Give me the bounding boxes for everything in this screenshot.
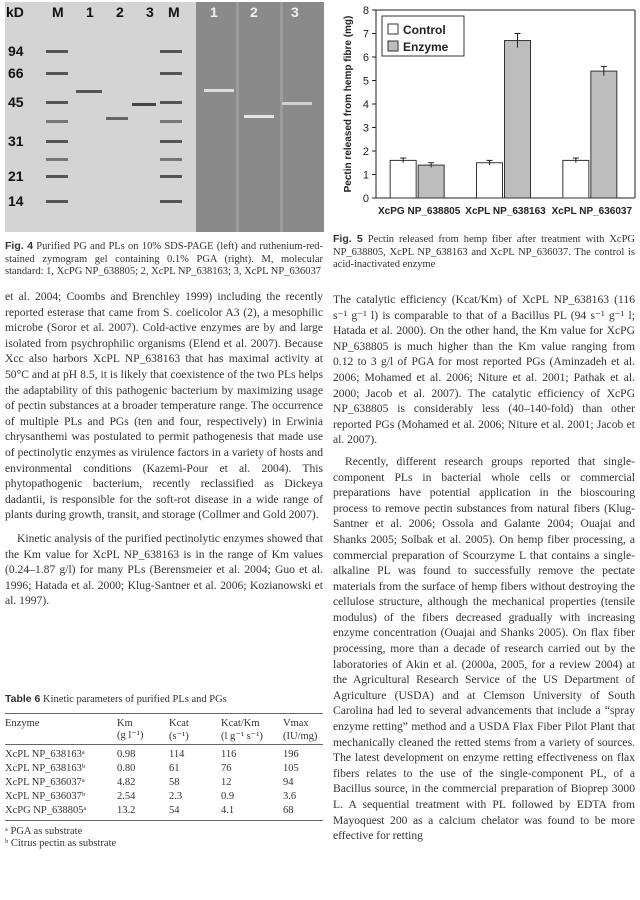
table-cell: 196 (283, 748, 299, 760)
lane-label-3-left: 3 (146, 4, 154, 20)
table-cell: XcPG NP_638805ᵃ (5, 804, 87, 816)
gel-band (160, 120, 182, 123)
lane-label-2-left: 2 (116, 4, 124, 20)
y-tick-label: 5 (362, 75, 369, 88)
paragraph: Recently, different research groups reported that single-component PLs in bacterial whole cells or commercial preparations have potential application in the bioscouring process to remove pectin substances from natural fibers (Klug-Santner et al. 2006; Ossola and Galante 2004; Ouajai and Shanks 2005; Solbak et al. 2005). On hemp fiber processing, a commercial preparation of Scourzyme L that contains a single-alkaline PL was found to successfully remove the pectate materials from the surface of hemp fibers without destroying the cellulose structure, although the mechanical properties (tensile modulus) of the fibers decreased gradually with increasing enzyme concentration (Ouajai and Shanks 2005). On flax fiber processing, more than a decade of research carried out by the laboratories of Akin et al. (2000a, 2005, for a review 2004) at the Agricultural Research Service of the US Department of Agriculture (USDA) and at Clemson University of South Carolina had led to several advancements that include a “spray enzyme retting” method and a USDA Flax Fiber Pilot Plant that mechanically cleaned the retted stems from a variety of sources. The latest development on enzyme retting effectiveness on flax fibers relates to the use of the single-component PL, of a Bacillus source, in the commercial preparation of Bioprep 3000 L. A sequential treatment with PL followed by EDTA from Mayoquest 200 as a calcium chelator was found to be more effective for retting (333, 454, 635, 843)
table-cell: 4.82 (117, 776, 136, 788)
header-vmax: Vmax (283, 717, 309, 729)
gel-band (76, 90, 102, 93)
header-kcat: Kcat (169, 717, 189, 729)
unit-kcat: (s⁻¹) (169, 731, 189, 742)
unit-km: (g l⁻¹) (117, 729, 144, 741)
table-cell: 12 (221, 776, 232, 788)
gel-band (160, 72, 182, 75)
gel-band (46, 200, 68, 203)
marker-label-21: 21 (8, 168, 24, 184)
y-tick-label: 3 (362, 122, 369, 135)
lane-label-1-left: 1 (86, 4, 94, 20)
legend-swatch (388, 41, 398, 51)
table-cell: 13.2 (117, 804, 136, 816)
paragraph: The catalytic efficiency (Kcat/Km) of XcPL NP_638163 (116 s⁻¹ g⁻¹ l) is comparable to that of a Bacillus PL (94 s⁻¹ g⁻¹ l; Hatada et al. 2000). On the other hand, the Km value for XcPG NP_638805 is much higher than the Km value ranging from 0.12 to 3 g/l of PGA for most reported PGs (Aminzadeh et al. 2006; Mohamed et al. 2006; Niture et al. 2001; Pathak et al. 2000; Jacob et al. 2007). The catalytic efficiency of XcPG NP_638805 is considerably less (40–140-fold) than other reported PGs (Mohamed et al. 2006; Niture et al. 2001; Jacob et al. 2007). (333, 293, 635, 447)
table-cell: XcPL NP_636037ᵃ (5, 776, 85, 788)
bar-enzyme (418, 165, 444, 198)
unit-vmax: (IU/mg) (283, 730, 318, 742)
legend-label: Enzyme (403, 40, 449, 54)
table-row (5, 774, 323, 788)
gel-band (46, 140, 68, 143)
fig5-text: Pectin released from hemp fiber after treatment with XcPG NP_638805, XcPL NP_638163 and XcPL NP_636037. The control is acid-inactivated enzyme (333, 234, 636, 270)
gel-band (160, 175, 182, 178)
unit-kcat-km: (l g⁻¹ s⁻¹) (221, 731, 263, 742)
y-tick-label: 4 (362, 99, 369, 111)
gel-band (160, 101, 182, 104)
table-cell: 4.1 (221, 804, 235, 816)
table-cell: 68 (283, 804, 294, 816)
table-cell: 61 (169, 762, 180, 774)
table6-title-text: Kinetic parameters of purified PLs and PGs (40, 694, 227, 705)
gel-band (46, 101, 68, 104)
x-category-label: XcPG NP_638805 (378, 206, 461, 217)
table6-label: Table 6 (5, 693, 41, 705)
zymogram-band (204, 89, 234, 92)
gel-band (160, 158, 182, 161)
kd-label: kD (6, 4, 24, 20)
zymo-lane-label-1: 1 (210, 4, 218, 20)
zymo-lane-label-3: 3 (291, 4, 299, 20)
header-enzyme: Enzyme (5, 717, 40, 729)
table-cell: 54 (169, 804, 180, 816)
bar-control (563, 160, 589, 198)
table-cell: 3.6 (283, 790, 297, 802)
table-row (5, 802, 323, 821)
fig5-label: Fig. 5 (333, 233, 363, 245)
fig4-text: Purified PG and PLs on 10% SDS-PAGE (left) and ruthenium-red-stained zymogram gel containing 0.1% PGA (right). M, molecular standard: 1, XcPG NP_638805; 2, XcPL NP_638163; 3, XcPL NP_636037 (5, 241, 323, 277)
zymogram-band (282, 102, 312, 105)
gel-band (46, 72, 68, 75)
gel-band (46, 50, 68, 53)
bar-control (477, 163, 503, 198)
gel-band (106, 117, 128, 120)
table-row (5, 744, 323, 760)
marker-label-94: 94 (8, 43, 24, 59)
gel-band (46, 120, 68, 123)
table-cell: 0.98 (117, 748, 136, 760)
gel-band (132, 103, 156, 106)
fig5-caption (333, 233, 635, 272)
pectin-release-chart (330, 0, 640, 232)
gel-band (160, 200, 182, 203)
table-cell: 114 (169, 748, 185, 760)
lane-label-m-right: M (168, 4, 180, 20)
table-cell: XcPL NP_638163ᵇ (5, 762, 86, 774)
zymogram-band (244, 115, 274, 118)
table6-title (5, 693, 323, 707)
table-units-row (5, 729, 323, 745)
table-cell: 0.80 (117, 762, 136, 774)
sds-page-gel (5, 2, 196, 232)
legend-label: Control (403, 23, 446, 37)
table-cell: 94 (283, 776, 294, 788)
marker-label-66: 66 (8, 65, 24, 81)
gel-band (46, 158, 68, 161)
y-tick-label: 1 (362, 169, 369, 182)
table-cell: 58 (169, 776, 180, 788)
gel-band (160, 50, 182, 53)
table-cell: 2.3 (169, 790, 183, 802)
y-tick-label: 2 (362, 146, 369, 158)
bar-enzyme (591, 71, 617, 198)
table6 (5, 693, 323, 851)
table-cell: 76 (221, 762, 232, 774)
x-category-label: XcPL NP_638163 (465, 206, 546, 217)
kinetic-table (5, 713, 323, 821)
gel-band (46, 175, 68, 178)
paragraph: Kinetic analysis of the purified pectinolytic enzymes showed that the Km value for XcPL NP_638163 is in the range of Km values (0.24–1.87 g/l) for many PLs (Berensmeier et al. 2004; Guo et al. 1996; Hatada et al. 2000; Klug-Santner et al. 2006; Kozianowski et al. 1997). (5, 531, 323, 608)
table-cell: 105 (283, 762, 299, 774)
bar-enzyme (505, 41, 531, 198)
header-kcat-km: Kcat/Km (221, 717, 260, 729)
table-cell: XcPL NP_638163ᵃ (5, 748, 85, 760)
lane-label-m-left: M (52, 4, 64, 20)
header-km: Km (117, 717, 133, 729)
paragraph: et al. 2004; Coombs and Brenchley 1999) including the recently reported esterase that came from S. coelicolor A3 (2), a mesophilic microbe (Soror et al. 2007). Cold-active enzymes are by and large isolated from psychrophilic organisms (Elend et al. 2007). Because Xcc also harbors XcPL NP_638163 that has maximal activity at 50°C and at pH 8.5, it is likely that coexistence of the two PLs helps the adaptability of this pathogenic bacterium by maximizing usage of pectin substances at a broader temperature range. The occurrence of multiple PLs and PGs (ten and four, respectively) in Erwinia chrysanthemi was postulated to permit pathogenesis that made use of pectinolytic enzymes as virulence factors in a variety of hosts and environmental conditions (Kazemi-Pour et al. 2004). This phytopathogenic bacterium, recently reclassified as Dickeya dadantii, is responsible for the soft-rot disease in a wide range of plants during growth, transit, and storage (Collmer and Gold 2007). (5, 290, 323, 522)
y-tick-label: 0 (362, 193, 369, 205)
marker-label-31: 31 (8, 133, 24, 149)
y-tick-label: 8 (362, 5, 369, 17)
fig4-label: Fig. 4 (5, 240, 34, 252)
left-column-text (5, 289, 323, 609)
table-footnote: ᵃ PGA as substrate (5, 825, 83, 837)
x-category-label: XcPL NP_636037 (551, 206, 633, 217)
zymo-lane-label-2: 2 (250, 4, 258, 20)
legend-swatch (388, 24, 398, 34)
right-column-text (333, 292, 635, 844)
table-cell: 2.54 (117, 790, 136, 802)
y-tick-label: 7 (362, 28, 369, 41)
table-cell: XcPL NP_636037ᵇ (5, 790, 86, 802)
bar-control (390, 160, 416, 198)
y-axis-label: Pectin released from hemp fibre (mg) (343, 15, 354, 193)
table-row (5, 760, 323, 774)
table-footnote: ᵇ Citrus pectin as substrate (5, 838, 117, 849)
fig4-caption (5, 240, 323, 279)
y-tick-label: 6 (362, 52, 369, 64)
unit-cell (5, 729, 117, 745)
table-row (5, 788, 323, 802)
table-cell: 116 (221, 748, 237, 760)
marker-label-14: 14 (8, 193, 24, 209)
table-cell: 0.9 (221, 790, 235, 802)
table-header-row (5, 713, 323, 729)
marker-label-45: 45 (8, 94, 24, 110)
gel-band (160, 140, 182, 143)
